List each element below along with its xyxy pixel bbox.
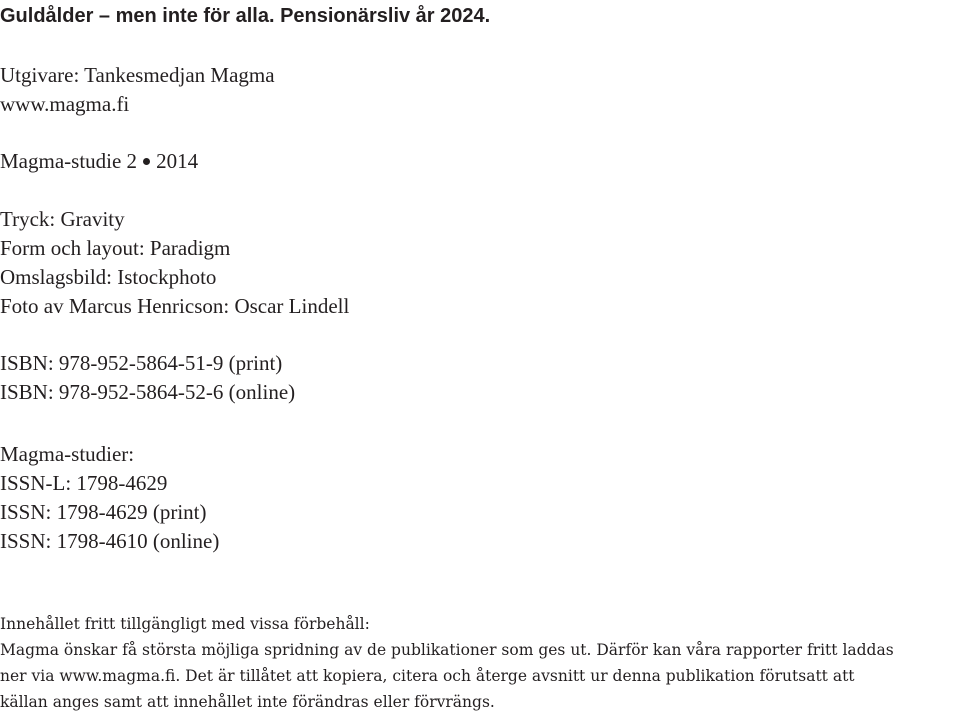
series-year: 2014	[156, 149, 199, 173]
issn-online: ISSN: 1798-4610 (online)	[0, 529, 220, 553]
notice-line: ner via www.magma.fi. Det är tillåtet att kopiera, citera och återge avsnitt ur denna publikation förutsatt att	[0, 667, 855, 685]
isbn-block	[0, 349, 295, 407]
publisher-url: www.magma.fi	[0, 92, 130, 116]
publication-title: Guldålder – men inte för alla. Pensionärsliv år 2024.	[0, 5, 491, 27]
isbn-print: ISBN: 978-952-5864-51-9 (print)	[0, 351, 283, 375]
credit-cover-image: Omslagsbild: Istockphoto	[0, 265, 217, 289]
credit-photo: Foto av Marcus Henricson: Oscar Lindell	[0, 294, 350, 318]
series-name: Magma-studie 2	[0, 149, 138, 173]
notice-heading: Innehållet fritt tillgängligt med vissa förbehåll:	[0, 615, 370, 633]
isbn-online: ISBN: 978-952-5864-52-6 (online)	[0, 380, 296, 404]
issn-block	[0, 440, 219, 556]
notice-line: källan anges samt att innehållet inte förändras eller förvrängs.	[0, 693, 495, 711]
notice-line: Magma önskar få största möjliga spridning av de publikationer som ges ut. Därför kan våra rapporter fritt laddas	[0, 641, 894, 659]
publisher-block	[0, 61, 275, 119]
bullet-icon	[143, 158, 150, 165]
issn-heading: Magma-studier:	[0, 442, 135, 466]
credits-block	[0, 205, 349, 321]
issn-print: ISSN: 1798-4629 (print)	[0, 500, 207, 524]
series-line	[0, 147, 198, 176]
series-block	[0, 147, 198, 176]
usage-notice	[0, 611, 959, 715]
credit-layout: Form och layout: Paradigm	[0, 236, 231, 260]
credit-print: Tryck: Gravity	[0, 207, 125, 231]
publisher-label: Utgivare: Tankesmedjan Magma	[0, 63, 275, 87]
issn-l: ISSN-L: 1798-4629	[0, 471, 168, 495]
